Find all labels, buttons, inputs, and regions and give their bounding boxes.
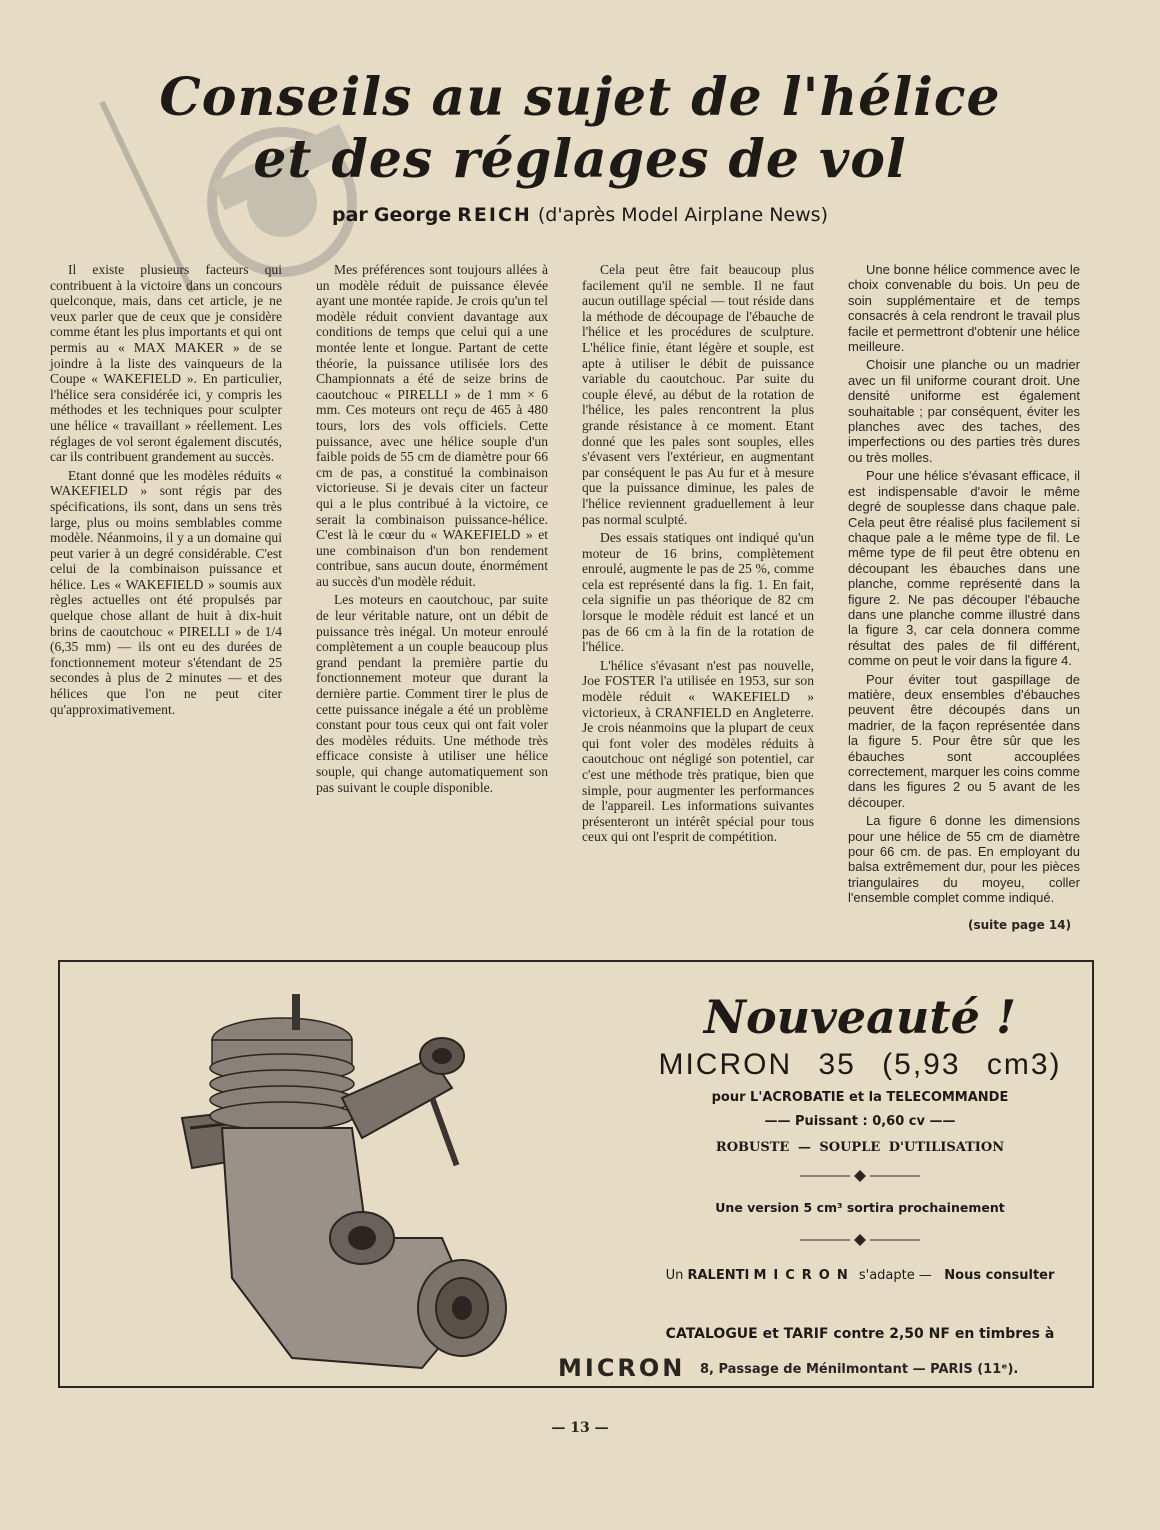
ornament-divider [800, 1170, 920, 1182]
ralenti-suffix: s'adapte — [858, 1268, 932, 1283]
ad-power: —— Puissant : 0,60 cv —— [764, 1114, 956, 1129]
ad-address: 8, Passage de Ménilmontant — PARIS (11ᵉ). [699, 1362, 1019, 1377]
paragraph: La figure 6 donne les dimensions pour une hélice de 55 cm de diamètre pour 66 cm. de pas. En employant du balsa extrêmement dur, pour les pièces triangulaires du moyeu, coller l'ensemble complet comme indiqué. [848, 813, 1080, 906]
paragraph: Des essais statiques ont indiqué qu'un moteur de 16 brins, complètement enroulé, augmente le pas de 25 %, comme cela est représenté dans la fig. 1. En fait, cela signifie un pas théorique de 82 cm lorsque le modèle réduit est lancé et un pas de 66 cm à la fin de la rotation de l'hélice. [582, 530, 814, 655]
page-number: — 13 — [551, 1420, 609, 1436]
engine-illustration [142, 978, 572, 1388]
ad-brand: MICRON [558, 1354, 686, 1382]
ornament-divider [800, 1234, 920, 1246]
ad-version-note: Une version 5 cm³ sortira prochainement [715, 1200, 1005, 1215]
ralenti-brand: MICRON [753, 1268, 855, 1283]
ralenti-contact: Nous consulter [944, 1268, 1055, 1283]
advertisement-box [58, 960, 1094, 1388]
ralenti-word: RALENTI [687, 1268, 750, 1283]
ralenti-prefix: Un [665, 1268, 684, 1283]
ad-product: MICRON 35 (5,93 cm3) [658, 1048, 1062, 1081]
continued-note: (suite page 14) [968, 918, 1072, 932]
article-column-2 [316, 262, 548, 798]
ad-usage: pour L'ACROBATIE et la TELECOMMANDE [711, 1090, 1009, 1105]
byline [0, 204, 1160, 226]
ad-catalogue: CATALOGUE et TARIF contre 2,50 NF en timbres à [665, 1326, 1055, 1342]
paragraph: Mes préférences sont toujours allées à un modèle réduit de puissance élevée ayant une montée rapide. Je crois qu'un tel modèle réduit convient davantage aux conditions de temps que celui qui a une montée lente et longue. Partant de cette théorie, la puissance utilisée lors des Championnats a été de seize brins de caoutchouc « PIRELLI » de 1 mm × 6 mm. Ces moteurs ont reçu de 465 à 480 tours, lors des vols officiels. Cette puissance, avec une hélice souple d'un faible poids de 55 cm de diamètre pour 66 cm de pas, a constitué la combinaison victorieuse. Si je devais citer un facteur qui a le plus contribué à la victoire, ce serait la combinaison puissance-hélice. C'est là le cœur du « WAKEFIELD » et une combinaison d'un bon rendement contribue, sans aucun doute, énormément au succès d'un modèle réduit. [316, 262, 548, 589]
ad-headline: Nouveauté ! [703, 990, 1017, 1044]
article-column-3 [582, 262, 814, 848]
paragraph: Pour une hélice s'évasant efficace, il est indispensable d'avoir le même degré de souplesse dans chaque pale. Cela peut être réalisé plus facilement si chaque pale a le même type de fil. Le même type de fil peut être obtenu en découpant les ébauches dans une planche, comme représenté dans la figure 2. Ne pas découper l'ébauche dans une planche comme illustré dans la figure 3, car cela donnera comme résultat des pales de fil différent, comme on peut le voir dans la figure 4. [848, 468, 1080, 669]
byline-first-name: George [373, 204, 452, 226]
paragraph: Cela peut être fait beaucoup plus facilement qu'il ne semble. Il ne faut aucun outillage spécial — tout réside dans la méthode de découpage de l'ébauche de l'hélice et les procédures de sculpture. L'hélice finie, étant légère et souple, est apte à utiliser le débit de puissance variable du caoutchouc. Par suite du couple élevé, au début de la rotation de l'hélice, les pales rencontrent la plus grande résistance à ce moment. Etant donné que les pales sont souples, elles s'évasent vers l'extérieur, en augmentant par conséquent le pas Au fur et à mesure que la puissance diminue, les pales de l'hélice reviennent graduellement à leur pas normal sculpté. [582, 262, 814, 527]
paragraph: Etant donné que les modèles réduits « WAKEFIELD » sont régis par des spécifications, ils sont, dans un sens très large, plus ou moins semblables comme modèle. Néanmoins, il y a un domaine qui peut varier à un degré considérable. C'est celui de la combinaison puissance et hélice. Les « WAKEFIELD » soumis aux règles actuelles ont été propulsés par quelque chose allant de huit à dix-huit brins de caoutchouc « PIRELLI » de 1/4 (6,35 mm) — ils ont eu des durées de fonctionnement moteur s'étendant de 25 secondes à plus de 2 minutes — et des hélices que l'on ne peut citer qu'approximativement. [50, 467, 282, 717]
paragraph: L'hélice s'évasant n'est pas nouvelle, Joe FOSTER l'a utilisée en 1953, sur son modèle réduit « WAKEFIELD » victorieux, à CRANFIELD en Angleterre. Je crois néanmoins que la plupart de ceux qui font voler des modèles réduits à caoutchouc ont négligé son potentiel, car c'est une méthode très pratique, bien que simple, pour augmenter les performances de l'appareil. Les informations suivantes présenteront un intérêt spécial pour tous ceux qui ont l'esprit de compétition. [582, 657, 814, 845]
paragraph: Pour éviter tout gaspillage de matière, deux ensembles d'ébauches peuvent être découpés dans un madrier, de la façon représentée dans la figure 5. Pour être sûr que les ébauches sont accouplées correctement, marquer les coins comme dans les figures 2 ou 5 avant de les découper. [848, 671, 1080, 810]
byline-source: (d'après Model Airplane News) [537, 204, 828, 226]
byline-last-name: REICH [457, 204, 532, 226]
article-column-1 [50, 262, 282, 720]
article-title-line1: Conseils au sujet de l'hélice [159, 67, 1001, 128]
article-column-4 [848, 262, 1080, 909]
ad-address-line [558, 1354, 1018, 1382]
paragraph: Choisir une planche ou un madrier avec un fil uniforme courant droit. Une densité uniforme est également souhaitable ; par conséquent, éviter les planches avec des taches, des imperfections ou des parties très dures ou très molles. [848, 357, 1080, 465]
article-title-line2: et des réglages de vol [253, 129, 907, 190]
byline-prefix: par [332, 204, 368, 226]
ad-ralenti-line [580, 1268, 1140, 1283]
paragraph: Une bonne hélice commence avec le choix convenable du bois. Un peu de soin supplémentaire et de temps consacrés à cela rendront le travail plus facile et permettront d'obtenir une hélice meilleure. [848, 262, 1080, 355]
paragraph: Il existe plusieurs facteurs qui contribuent à la victoire dans un concours quelconque, mais, dans cet article, je ne veux parler que de ceux que je considère comme étant les plus importants et qui ont permis au « MAX MAKER » de se joindre à la liste des vainqueurs de la Coupe « WAKEFIELD ». En particulier, l'hélice sera considérée ici, y compris les méthodes et les techniques pour sculpter une hélice « travaillant » réellement. Les réglages de vol seront également discutés, car ils contribuent grandement au succès. [50, 262, 282, 465]
ad-qualities: ROBUSTE — SOUPLE D'UTILISATION [715, 1140, 1005, 1155]
paragraph: Les moteurs en caoutchouc, par suite de leur véritable nature, ont un débit de puissance très inégal. Un moteur enroulé complètement a un couple beaucoup plus grand pendant la première partie du fonctionnement moteur que durant la dernière partie. Comment tirer le plus de cette puissance inégale a été un problème constant pour tous ceux qui ont fait voler des modèles réduits. Une méthode très efficace consiste à utiliser une hélice souple, qui change automatiquement son pas suivant le couple disponible. [316, 592, 548, 795]
